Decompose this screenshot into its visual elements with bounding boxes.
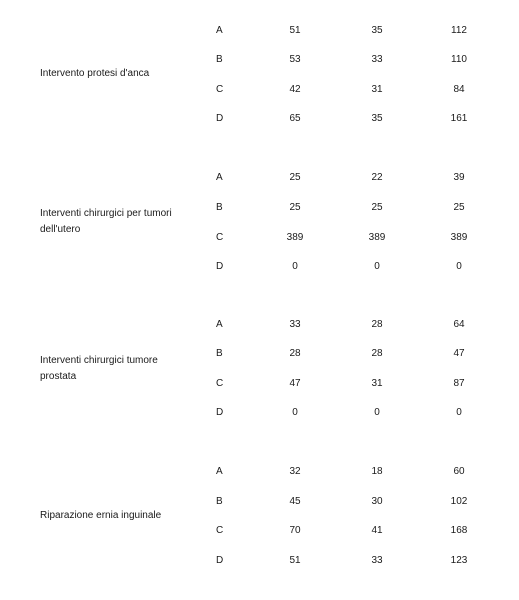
value-cell-2: 31 xyxy=(371,84,383,95)
value-cell-1: 65 xyxy=(289,113,301,124)
value-cell-3: 64 xyxy=(453,319,465,330)
value-cell-3: 47 xyxy=(453,348,465,359)
table-row xyxy=(0,377,519,391)
value-cell-2: 28 xyxy=(371,319,383,330)
value-cell-3: 60 xyxy=(453,466,465,477)
table-row xyxy=(0,112,519,126)
row-code: A xyxy=(216,319,223,330)
row-code: C xyxy=(216,232,224,243)
table-row xyxy=(0,201,519,215)
table-row xyxy=(0,83,519,97)
value-cell-3: 39 xyxy=(453,172,465,183)
table-row xyxy=(0,318,519,332)
table-row xyxy=(0,53,519,67)
value-cell-1: 0 xyxy=(292,407,298,418)
value-cell-1: 0 xyxy=(292,261,298,272)
value-cell-2: 35 xyxy=(371,113,383,124)
value-cell-3: 0 xyxy=(456,261,462,272)
procedure-name: Interventi chirurgici per tumori dell'utero xyxy=(40,208,172,235)
value-cell-3: 110 xyxy=(451,54,467,65)
value-cell-3: 0 xyxy=(456,407,462,418)
procedure-group xyxy=(0,318,519,436)
row-code: D xyxy=(216,261,224,272)
value-cell-1: 25 xyxy=(289,172,301,183)
row-code: A xyxy=(216,172,223,183)
row-code: B xyxy=(216,54,223,65)
row-code: C xyxy=(216,525,224,536)
value-cell-2: 31 xyxy=(371,378,383,389)
value-cell-3: 123 xyxy=(450,555,468,566)
value-cell-2: 30 xyxy=(371,496,383,507)
value-cell-1: 42 xyxy=(289,84,301,95)
value-cell-1: 45 xyxy=(289,496,301,507)
row-code: B xyxy=(216,496,223,507)
value-cell-1: 51 xyxy=(289,25,301,36)
table-row xyxy=(0,347,519,361)
value-cell-3: 87 xyxy=(453,378,465,389)
value-cell-1: 70 xyxy=(289,525,301,536)
table-row xyxy=(0,24,519,38)
procedure-name: Riparazione ernia inguinale xyxy=(40,510,162,521)
row-code: C xyxy=(216,84,224,95)
value-cell-2: 0 xyxy=(374,261,380,272)
value-cell-2: 28 xyxy=(371,348,383,359)
row-code: A xyxy=(216,466,223,477)
table-row xyxy=(0,495,519,509)
value-cell-3: 102 xyxy=(450,496,468,507)
table-row xyxy=(0,171,519,185)
value-cell-1: 47 xyxy=(289,378,301,389)
value-cell-3: 168 xyxy=(450,525,468,536)
procedure-name: Intervento protesi d'anca xyxy=(40,68,150,79)
table-row xyxy=(0,524,519,538)
value-cell-3: 161 xyxy=(450,113,468,124)
value-cell-2: 41 xyxy=(371,525,383,536)
procedure-group xyxy=(0,24,519,142)
row-code: D xyxy=(216,407,224,418)
value-cell-1: 53 xyxy=(289,54,301,65)
value-cell-1: 32 xyxy=(289,466,301,477)
row-code: B xyxy=(216,202,223,213)
table-row xyxy=(0,554,519,568)
row-code: B xyxy=(216,348,223,359)
table-row xyxy=(0,231,519,245)
value-cell-2: 33 xyxy=(371,555,383,566)
procedure-group xyxy=(0,465,519,583)
value-cell-2: 389 xyxy=(368,232,386,243)
value-cell-2: 18 xyxy=(371,466,383,477)
procedure-name: Interventi chirurgici tumore prostata xyxy=(40,355,158,382)
table-row xyxy=(0,260,519,274)
value-cell-1: 25 xyxy=(289,202,301,213)
value-cell-2: 33 xyxy=(371,54,383,65)
table-row xyxy=(0,406,519,420)
value-cell-1: 33 xyxy=(289,319,301,330)
value-cell-3: 84 xyxy=(453,84,465,95)
value-cell-2: 35 xyxy=(371,25,383,36)
row-code: C xyxy=(216,378,224,389)
value-cell-1: 389 xyxy=(286,232,304,243)
procedure-group xyxy=(0,171,519,289)
value-cell-3: 25 xyxy=(453,202,465,213)
row-code: D xyxy=(216,113,224,124)
table-row xyxy=(0,465,519,479)
value-cell-1: 51 xyxy=(289,555,301,566)
value-cell-3: 389 xyxy=(450,232,468,243)
value-cell-2: 22 xyxy=(371,172,383,183)
row-code: A xyxy=(216,25,223,36)
value-cell-2: 25 xyxy=(371,202,383,213)
value-cell-2: 0 xyxy=(374,407,380,418)
value-cell-3: 112 xyxy=(451,25,467,36)
value-cell-1: 28 xyxy=(289,348,301,359)
row-code: D xyxy=(216,555,224,566)
